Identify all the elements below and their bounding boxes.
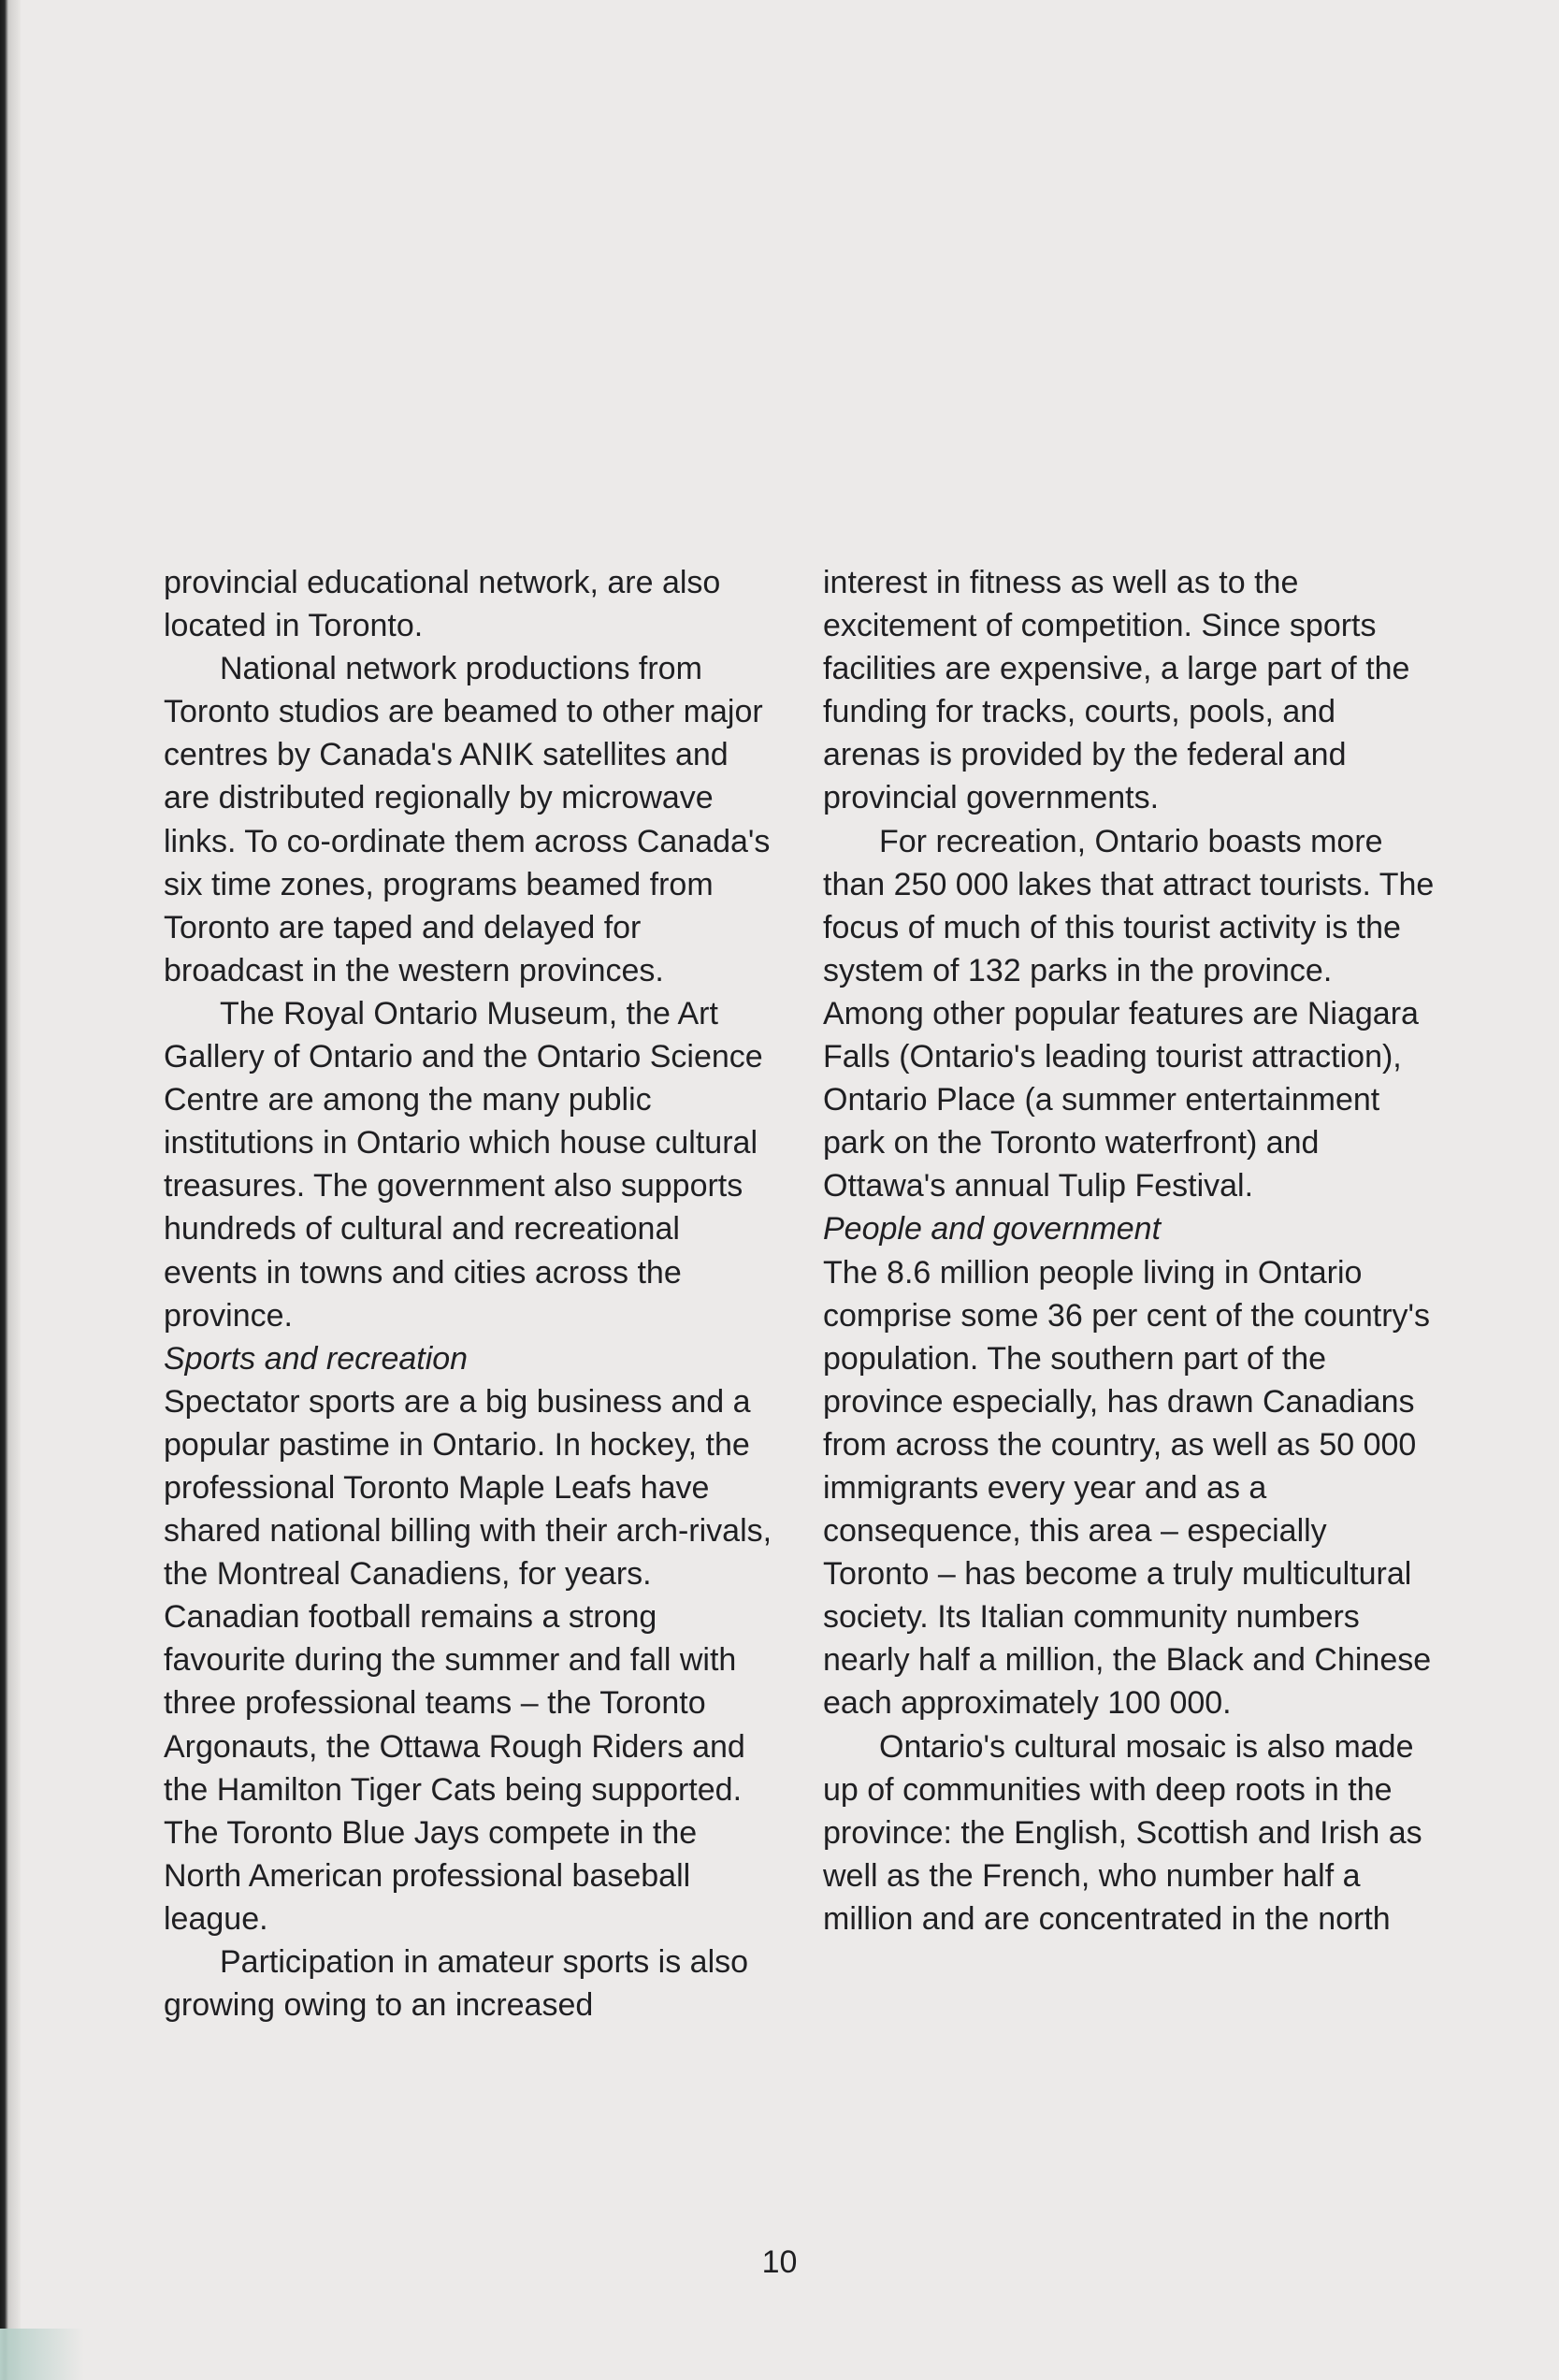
left-column: [164, 561, 776, 2027]
page-number: 10: [761, 2244, 798, 2280]
right-paragraph-1: interest in fitness as well as to the excitement of competition. Since sports facilities are expensive, a large part of the funding for tracks, courts, pools, and arenas is provided by the federal and provincial governments.: [823, 565, 1410, 816]
section-heading-people: People and government: [823, 1211, 1162, 1248]
left-paragraph-3: The Royal Ontario Museum, the Art Gallery of Ontario and the Ontario Science Centre are among the many public institutions in Ontario which house cultural treasures. The government also supports hundreds of cultural and recreational events in towns and cities across the province.: [164, 995, 763, 1334]
left-paragraph-5: Participation in amateur sports is also growing owing to an increased: [164, 1944, 749, 2024]
right-paragraph-3: The 8.6 million people living in Ontario comprise some 36 per cent of the country's population. The southern part of the province especially, has drawn Canadians from across the country, as well as 50 000 immigrants every year and as a consequence, this area – especially Toronto – has become a truly multicultural society. Its Italian community numbers nearly half a million, the Black and Chinese each approximately 100 000.: [823, 1254, 1432, 1722]
left-paragraph-4: Spectator sports are a big business and a popular pastime in Ontario. In hockey, the professional Toronto Maple Leafs have shared national billing with their arch-rivals, the Montreal Canadiens, for years. Canadian football remains a strong favourite during the summer and fall with three professional teams – the Toronto Argonauts, the Ottawa Rough Riders and the Hamilton Tiger Cats being supported. The Toronto Blue Jays compete in the North American professional baseball league.: [164, 1383, 772, 1937]
right-paragraph-4: Ontario's cultural mosaic is also made up of communities with deep roots in the province: the English, Scottish and Irish as well as the French, who number half a million and are concentrated in the north: [823, 1728, 1422, 1937]
right-column: [823, 561, 1436, 1940]
page-binding-edge: [0, 0, 21, 2380]
right-paragraph-2: For recreation, Ontario boasts more than 250 000 lakes that attract tourists. The focus of much of this tourist activity is the system of 132 parks in the province. Among other popular features are Niagara Falls (Ontario's leading tourist attraction), Ontario Place (a summer entertainment park on the Toronto waterfront) and Ottawa's annual Tulip Festival.: [823, 823, 1435, 1204]
left-paragraph-1: provincial educational network, are also located in Toronto.: [164, 565, 721, 644]
page-corner-stain: [0, 2329, 84, 2380]
left-paragraph-2: National network productions from Toronto studios are beamed to other major centres by Canada's ANIK satellites and are distributed regionally by microwave links. To co-ordinate them across Canada's six time zones, programs beamed from Toronto are taped and delayed for broadcast in the western provinces.: [164, 651, 771, 988]
section-heading-sports: Sports and recreation: [164, 1340, 469, 1377]
